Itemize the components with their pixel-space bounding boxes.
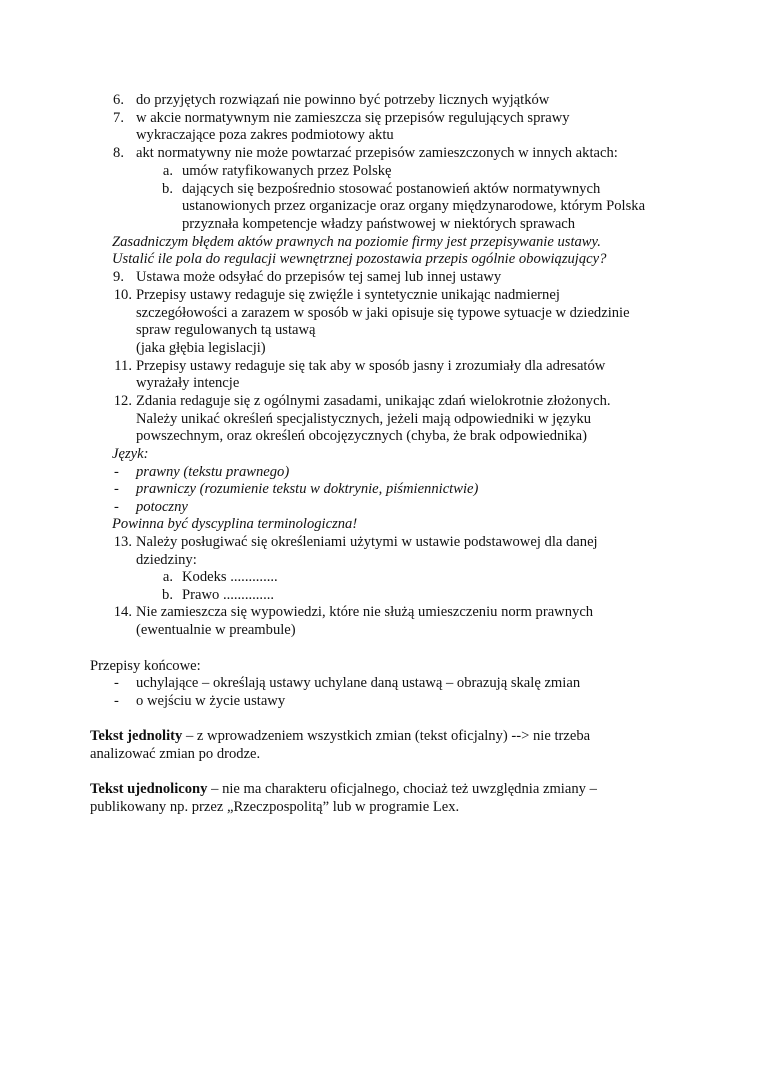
item-10-line-2: szczegółowości a zarazem w sposób w jaki opisuje się typowe sytuacje w dziedzinie [136, 305, 630, 321]
unified-text-paragraph [90, 781, 597, 799]
item-12-line-3: powszechnym, oraz określeń obcojęzycznych (chyba, że brak odpowiednika) [136, 428, 588, 444]
item-6-number: 6. [113, 92, 124, 108]
item-8a-text: umów ratyfikowanych przez Polskę [182, 163, 392, 179]
final-provisions-heading: Przepisy końcowe: [90, 658, 201, 674]
item-13-line-1: Należy posługiwać się określeniami użytymi w ustawie podstawowej dla danej [136, 534, 598, 550]
item-13a-letter: a. [162, 569, 173, 585]
item-14-line-2: (ewentualnie w preambule) [136, 622, 296, 638]
final-provisions-item-2: o wejściu w życie ustawy [136, 693, 286, 709]
final-provisions-dash-2: - [114, 693, 119, 709]
item-7-line-2: wykraczające poza zakres podmiotowy aktu [136, 127, 394, 143]
item-6-text: do przyjętych rozwiązań nie powinno być potrzeby licznych wyjątków [136, 92, 550, 108]
item-14-number: 14. [113, 604, 132, 620]
note-terminology: Powinna być dyscyplina terminologiczna! [112, 516, 358, 532]
language-dash-3: - [114, 499, 119, 515]
consolidated-text-line-1: – z wprowadzeniem wszystkich zmian (tekst oficjalny) --> nie trzeba [182, 728, 591, 744]
item-9-number: 9. [113, 269, 124, 285]
language-dash-1: - [114, 464, 119, 480]
language-item-3: potoczny [136, 499, 188, 515]
item-7-number: 7. [113, 110, 124, 126]
item-8-text: akt normatywny nie może powtarzać przepisów zamieszczonych w innych aktach: [136, 145, 618, 161]
language-item-1: prawny (tekstu prawnego) [136, 464, 290, 480]
language-heading: Język: [112, 446, 149, 462]
item-13b-letter: b. [162, 587, 173, 603]
language-dash-2: - [114, 481, 119, 497]
item-8b-line-3: przyznała kompetencje władzy państwowej w niektórych sprawach [182, 216, 576, 232]
item-11-line-1: Przepisy ustawy redaguje się tak aby w sposób jasny i zrozumiały dla adresatów [136, 358, 606, 374]
item-10-line-1: Przepisy ustawy redaguje się zwięźle i syntetycznie unikając nadmiernej [136, 287, 560, 303]
final-provisions-dash-1: - [114, 675, 119, 691]
final-provisions-item-1: uchylające – określają ustawy uchylane daną ustawą – obrazują skalę zmian [136, 675, 581, 691]
unified-text-line-1: – nie ma charakteru oficjalnego, chociaż też uwzględnia zmiany – [207, 781, 597, 797]
item-14-line-1: Nie zamieszcza się wypowiedzi, które nie służą umieszczeniu norm prawnych [136, 604, 594, 620]
language-item-2: prawniczy (rozumienie tekstu w doktrynie, piśmiennictwie) [136, 481, 479, 497]
item-12-number: 12. [113, 393, 132, 409]
item-11-number: 11. [114, 358, 132, 374]
item-8a-letter: a. [162, 163, 173, 179]
item-8b-line-1: dających się bezpośrednio stosować postanowień aktów normatywnych [182, 181, 601, 197]
unified-text-term: Tekst ujednolicony [90, 781, 208, 797]
item-8b-letter: b. [162, 181, 173, 197]
item-13-number: 13. [113, 534, 132, 550]
consolidated-text-line-2: analizować zmian po drodze. [90, 746, 261, 762]
item-13a-text: Kodeks ............. [182, 569, 278, 585]
item-13b-text: Prawo .............. [182, 587, 275, 603]
item-10-number: 10. [113, 287, 132, 303]
item-12-line-2: Należy unikać określeń specjalistycznych, jeżeli mają odpowiedniki w języku [136, 411, 592, 427]
item-10-line-3: spraw regulowanych tą ustawą [136, 322, 316, 338]
item-11-line-2: wyrażały intencje [136, 375, 240, 391]
consolidated-text-paragraph [90, 728, 590, 746]
item-7-line-1: w akcie normatywnym nie zamieszcza się przepisów regulujących sprawy [136, 110, 570, 126]
item-13-line-2: dziedziny: [136, 552, 197, 568]
item-9-text: Ustawa może odsyłać do przepisów tej samej lub innej ustawy [136, 269, 502, 285]
unified-text-line-2: publikowany np. przez „Rzeczpospolitą” lub w programie Lex. [90, 799, 460, 815]
item-10-line-4: (jaka głębia legislacji) [136, 340, 266, 356]
note-internal-regulation: Ustalić ile pola do regulacji wewnętrznej pozostawia przepis ogólnie obowiązujący? [112, 251, 607, 267]
note-firm-level-error: Zasadniczym błędem aktów prawnych na poziomie firmy jest przepisywanie ustawy. [112, 234, 601, 250]
item-8b-line-2: ustanowionych przez organizacje oraz organy międzynarodowe, którym Polska [182, 198, 646, 214]
consolidated-text-term: Tekst jednolity [90, 728, 183, 744]
item-8-number: 8. [113, 145, 124, 161]
item-12-line-1: Zdania redaguje się z ogólnymi zasadami, unikając zdań wielokrotnie złożonych. [136, 393, 611, 409]
